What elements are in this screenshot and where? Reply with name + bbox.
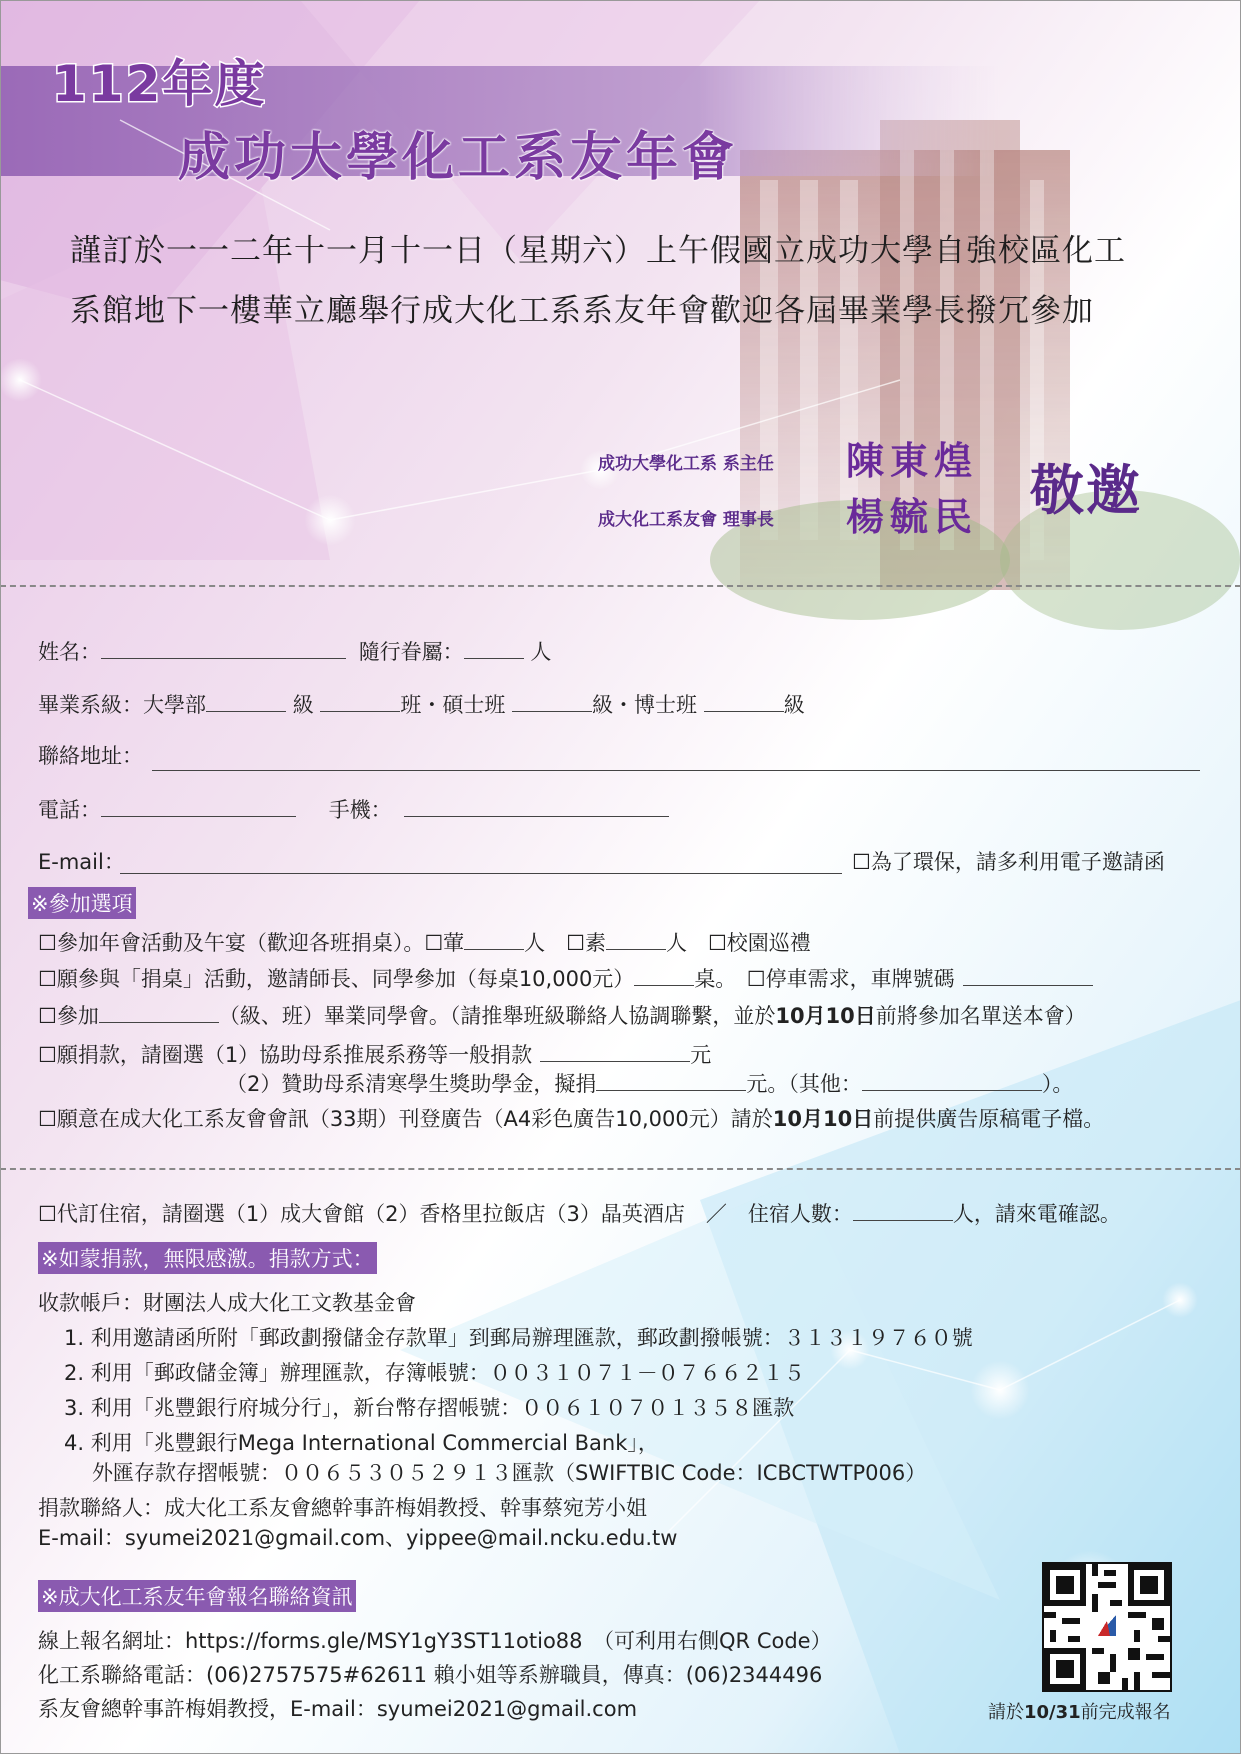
options-header: ※參加選項 bbox=[28, 887, 136, 919]
option-3-text-a: ☐參加 bbox=[38, 1004, 99, 1028]
veg-count-field[interactable] bbox=[606, 948, 666, 950]
email-field[interactable] bbox=[120, 873, 842, 874]
option-1-text-a: ☐參加年會活動及午宴（歡迎各班捐桌）。☐葷 bbox=[38, 931, 465, 955]
scholarship-donation-field[interactable] bbox=[596, 1089, 746, 1091]
phone-row bbox=[38, 794, 669, 824]
option-5[interactable] bbox=[226, 1068, 1073, 1098]
donation-header: ※如蒙捐款，無限感激。捐款方式： bbox=[38, 1242, 377, 1274]
registration-url[interactable]: 線上報名網址：https://forms.gle/MSY1gY3ST11otio88 （可利用右側QR Code） bbox=[38, 1629, 832, 1653]
option-6-deadline: 10月10日 bbox=[772, 1107, 874, 1131]
option-5-text-b: 元。（其他： bbox=[746, 1072, 862, 1096]
deadline-text-b: 前完成報名 bbox=[1080, 1702, 1171, 1723]
option-3-deadline: 10月10日 bbox=[775, 1004, 876, 1028]
table-count-field[interactable] bbox=[634, 984, 694, 986]
event-year: 112年度 bbox=[52, 55, 267, 113]
option-3-text-c: 前將參加名單送本會） bbox=[875, 1004, 1086, 1028]
deadline-date: 10/31 bbox=[1024, 1702, 1081, 1723]
intro-line-2: 系館地下一樓華立廳舉行成大化工系系友年會歡迎各屆畢業學長撥冗參加 bbox=[70, 293, 1094, 329]
signature-org-2: 成大化工系友會 理事長 bbox=[598, 510, 774, 530]
option-1-text-b: 人 ☐素 bbox=[524, 931, 606, 955]
signature-org-1: 成功大學化工系 系主任 bbox=[598, 454, 774, 474]
grad-ji-phd: 級・博士班 bbox=[592, 693, 698, 717]
name-row bbox=[38, 636, 551, 666]
grad-row bbox=[38, 689, 805, 719]
cut-line-2 bbox=[0, 1168, 1241, 1170]
mobile-field[interactable] bbox=[404, 815, 669, 817]
family-label: 隨行眷屬： bbox=[358, 640, 464, 664]
meat-count-field[interactable] bbox=[464, 948, 524, 950]
phone-field[interactable] bbox=[101, 815, 296, 817]
respectfully-invite: 敬邀 bbox=[1030, 459, 1142, 522]
donation-item-2: 2. 利用「郵政儲金簿」辦理匯款，存簿帳號：００３１０７１－０７６６２１５ bbox=[64, 1361, 805, 1385]
registration-phone: 化工系聯絡電話：(06)2757575#62611 賴小姐等系辦職員，傳真：(06)2344496 bbox=[38, 1663, 823, 1687]
grad-ji-end: 級 bbox=[783, 693, 805, 717]
cut-line-1 bbox=[0, 585, 1241, 587]
donation-email: E-mail：syumei2021@gmail.com、yippee@mail.ncku.edu.tw bbox=[38, 1526, 678, 1550]
mobile-label: 手機： bbox=[328, 798, 392, 822]
option-6[interactable] bbox=[38, 1103, 1104, 1133]
lodging-option[interactable] bbox=[38, 1198, 1121, 1228]
donation-contact: 捐款聯絡人：成大化工系友會總幹事許梅娟教授、幹事蔡宛芳小姐 bbox=[38, 1496, 647, 1520]
deadline-text-a: 請於 bbox=[988, 1702, 1024, 1723]
option-6-text-a: ☐願意在成大化工系友會會訊（33期）刊登廣告（A4彩色廣告10,000元）請於 bbox=[38, 1107, 773, 1131]
class-reunion-field[interactable] bbox=[99, 1021, 219, 1023]
registration-contact: 系友會總幹事許梅娟教授，E-mail：syumei2021@gmail.com bbox=[38, 1697, 638, 1721]
option-1-text-c: 人 ☐校園巡禮 bbox=[665, 931, 811, 955]
option-2-text-b: 桌。 ☐停車需求，車牌號碼 bbox=[694, 967, 955, 991]
phone-label: 電話： bbox=[38, 798, 101, 822]
email-row bbox=[38, 846, 125, 876]
address-field[interactable] bbox=[152, 770, 1200, 771]
option-2-text-a: ☐願參與「捐桌」活動，邀請師長、同學參加（每桌10,000元） bbox=[38, 967, 635, 991]
grad-ji: 級 bbox=[292, 693, 314, 717]
option-3-text-b: （級、班）畢業同學會。（請推舉班級聯絡人協調聯繫，並於 bbox=[218, 1004, 776, 1028]
address-row bbox=[38, 740, 143, 770]
grad-label: 畢業系級：大學部 bbox=[38, 693, 206, 717]
option-2[interactable] bbox=[38, 963, 1093, 993]
family-unit: 人 bbox=[530, 640, 552, 664]
registration-deadline bbox=[988, 1698, 1171, 1724]
address-label: 聯絡地址： bbox=[38, 744, 143, 768]
undergrad-year-field[interactable] bbox=[206, 710, 286, 712]
option-4-text: ☐願捐款，請圈選（1）協助母系推展系務等一般捐款 bbox=[38, 1043, 533, 1067]
donation-account: 收款帳戶：財團法人成大化工文教基金會 bbox=[38, 1291, 416, 1315]
name-field[interactable] bbox=[101, 657, 346, 659]
option-5-text-a: （2）贊助母系清寒學生獎助學金，擬捐 bbox=[226, 1072, 597, 1096]
donation-item-4a: 4. 利用「兆豐銀行Mega International Commercial Bank」， bbox=[64, 1431, 659, 1455]
option-4[interactable] bbox=[38, 1039, 711, 1069]
plate-number-field[interactable] bbox=[963, 984, 1093, 986]
donation-item-3: 3. 利用「兆豐銀行府城分行」，新台幣存摺帳號：００６１０７０１３５８匯款 bbox=[64, 1396, 795, 1420]
option-5-text-c: ）。 bbox=[1041, 1072, 1074, 1096]
signature-name-1: 陳東煌 bbox=[846, 438, 979, 483]
qr-code-icon[interactable] bbox=[1042, 1562, 1172, 1692]
email-label: E-mail： bbox=[38, 850, 125, 874]
name-label: 姓名： bbox=[38, 640, 101, 664]
registration-header: ※成大化工系友年會報名聯絡資訊 bbox=[38, 1580, 356, 1612]
signature-name-2: 楊毓民 bbox=[846, 494, 979, 539]
phd-year-field[interactable] bbox=[704, 710, 784, 712]
lodging-text-a: ☐代訂住宿，請圈選（1）成大會館（2）香格里拉飯店（3）晶英酒店 ／ 住宿人數： bbox=[38, 1202, 853, 1226]
event-title: 成功大學化工系友年會 bbox=[178, 128, 739, 188]
general-donation-field[interactable] bbox=[540, 1060, 690, 1062]
lodging-count-field[interactable] bbox=[853, 1219, 953, 1221]
master-year-field[interactable] bbox=[512, 710, 592, 712]
undergrad-class-field[interactable] bbox=[320, 710, 400, 712]
eco-note[interactable]: ☐為了環保，請多利用電子邀請函 bbox=[852, 850, 1165, 874]
option-4-unit: 元 bbox=[690, 1043, 712, 1067]
intro-line-1: 謹訂於一一二年十一月十一日（星期六）上午假國立成功大學自強校區化工 bbox=[70, 233, 1126, 269]
option-6-text-c: 前提供廣告原稿電子檔。 bbox=[873, 1107, 1105, 1131]
donation-item-1: 1. 利用邀請函所附「郵政劃撥儲金存款單」到郵局辦理匯款，郵政劃撥帳號：３１３１９７６０號 bbox=[64, 1326, 973, 1350]
lodging-text-b: 人，請來電確認。 bbox=[952, 1202, 1121, 1226]
option-3[interactable] bbox=[38, 1000, 1086, 1030]
grad-ban-master: 班・碩士班 bbox=[400, 693, 506, 717]
family-count-field[interactable] bbox=[464, 657, 524, 659]
other-donation-field[interactable] bbox=[862, 1089, 1042, 1091]
option-1[interactable] bbox=[38, 927, 811, 957]
donation-item-4b: 外匯存款存摺帳號：００６５３０５２９１３匯款（SWIFTBIC Code：ICBCTWTP006） bbox=[92, 1461, 927, 1485]
